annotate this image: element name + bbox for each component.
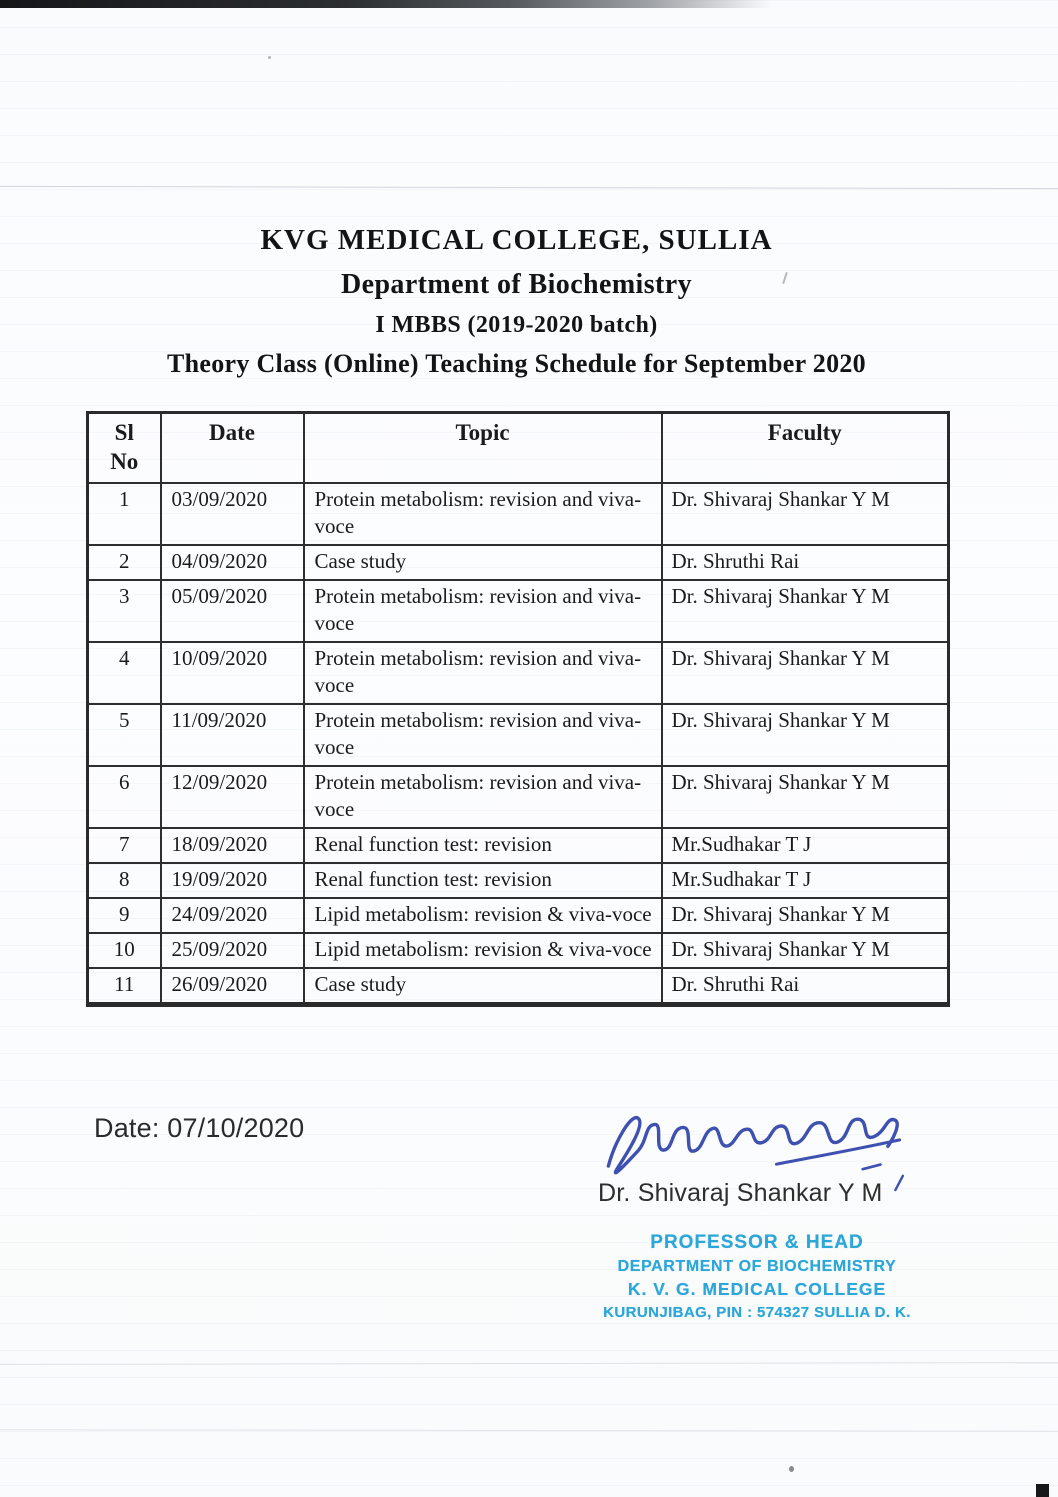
- table-row: [88, 933, 949, 968]
- cell-date: 25/09/2020: [161, 933, 304, 968]
- scan-corner-mark: [1036, 1484, 1049, 1497]
- schedule-table-body: [88, 483, 949, 1005]
- column-header-date: Date: [161, 413, 304, 484]
- cell-date: 24/09/2020: [161, 898, 304, 933]
- table-row: [88, 483, 949, 545]
- cell-topic: Protein metabolism: revision and viva-voce: [304, 580, 662, 642]
- cell-slno: 9: [88, 898, 161, 933]
- column-header-slno: Sl No: [88, 413, 161, 484]
- schedule-table: [86, 411, 950, 1007]
- stamp-college: K. V. G. MEDICAL COLLEGE: [627, 1279, 887, 1299]
- cell-faculty: Dr. Shivaraj Shankar Y M: [662, 933, 949, 968]
- signatory-name: Dr. Shivaraj Shankar Y M: [598, 1179, 883, 1207]
- cell-slno: 6: [88, 766, 161, 828]
- cell-slno: 11: [88, 968, 161, 1005]
- cell-faculty: Dr. Shruthi Rai: [662, 545, 949, 580]
- cell-topic: Protein metabolism: revision and viva-voce: [304, 642, 662, 704]
- cell-date: 05/09/2020: [161, 580, 304, 642]
- cell-date: 12/09/2020: [161, 766, 304, 828]
- stamp-address: KURUNJIBAG, PIN : 574327 SULLIA D. K.: [603, 1304, 911, 1321]
- document-header: [86, 224, 947, 379]
- cell-slno: 10: [88, 933, 161, 968]
- table-row: [88, 863, 949, 898]
- cell-slno: 3: [88, 580, 161, 642]
- cell-date: 03/09/2020: [161, 483, 304, 545]
- cell-topic: Protein metabolism: revision and viva-voce: [304, 483, 662, 545]
- cell-faculty: Dr. Shivaraj Shankar Y M: [662, 483, 949, 545]
- cell-slno: 2: [88, 545, 161, 580]
- schedule-table-head: [88, 413, 949, 484]
- table-row: [88, 766, 949, 828]
- table-row: [88, 580, 949, 642]
- cell-date: 26/09/2020: [161, 968, 304, 1005]
- cell-topic: Lipid metabolism: revision & viva-voce: [304, 898, 662, 933]
- college-title: KVG MEDICAL COLLEGE, SULLIA: [260, 224, 773, 256]
- cell-faculty: Mr.Sudhakar T J: [662, 863, 949, 898]
- issue-date-label: Date: 07/10/2020: [94, 1113, 305, 1143]
- stamp-designation: PROFESSOR & HEAD: [650, 1232, 864, 1253]
- schedule-title: Theory Class (Online) Teaching Schedule for September 2020: [167, 349, 866, 378]
- table-row: [88, 968, 949, 1005]
- cell-faculty: Dr. Shivaraj Shankar Y M: [662, 704, 949, 766]
- cell-topic: Protein metabolism: revision and viva-voce: [304, 766, 662, 828]
- cell-date: 18/09/2020: [161, 828, 304, 863]
- cell-date: 04/09/2020: [161, 545, 304, 580]
- cell-topic: Lipid metabolism: revision & viva-voce: [304, 933, 662, 968]
- cell-date: 10/09/2020: [161, 642, 304, 704]
- cell-topic: Case study: [304, 968, 662, 1005]
- header-row: [88, 413, 949, 484]
- cell-faculty: Dr. Shivaraj Shankar Y M: [662, 642, 949, 704]
- cell-slno: 5: [88, 704, 161, 766]
- cell-topic: Renal function test: revision: [304, 863, 662, 898]
- column-header-topic: Topic: [304, 413, 662, 484]
- cell-slno: 7: [88, 828, 161, 863]
- cell-date: 19/09/2020: [161, 863, 304, 898]
- stamp-department: DEPARTMENT OF BIOCHEMISTRY: [617, 1258, 897, 1275]
- cell-topic: Renal function test: revision: [304, 828, 662, 863]
- cell-faculty: Dr. Shivaraj Shankar Y M: [662, 580, 949, 642]
- cell-faculty: Dr. Shruthi Rai: [662, 968, 949, 1005]
- cell-slno: 4: [88, 642, 161, 704]
- table-row: [88, 642, 949, 704]
- cell-topic: Case study: [304, 545, 662, 580]
- cell-faculty: Mr.Sudhakar T J: [662, 828, 949, 863]
- office-stamp: [572, 1231, 942, 1324]
- table-row: [88, 828, 949, 863]
- department-title: Department of Biochemistry: [341, 269, 692, 300]
- column-header-faculty: Faculty: [662, 413, 949, 484]
- cell-slno: 8: [88, 863, 161, 898]
- document-content: [86, 0, 947, 1477]
- batch-title: I MBBS (2019-2020 batch): [375, 312, 658, 338]
- cell-faculty: Dr. Shivaraj Shankar Y M: [662, 898, 949, 933]
- table-row: [88, 898, 949, 933]
- cell-date: 11/09/2020: [161, 704, 304, 766]
- cell-topic: Protein metabolism: revision and viva-voce: [304, 704, 662, 766]
- table-row: [88, 545, 949, 580]
- cell-faculty: Dr. Shivaraj Shankar Y M: [662, 766, 949, 828]
- table-row: [88, 704, 949, 766]
- cell-slno: 1: [88, 483, 161, 545]
- document-footer: [86, 1007, 947, 1477]
